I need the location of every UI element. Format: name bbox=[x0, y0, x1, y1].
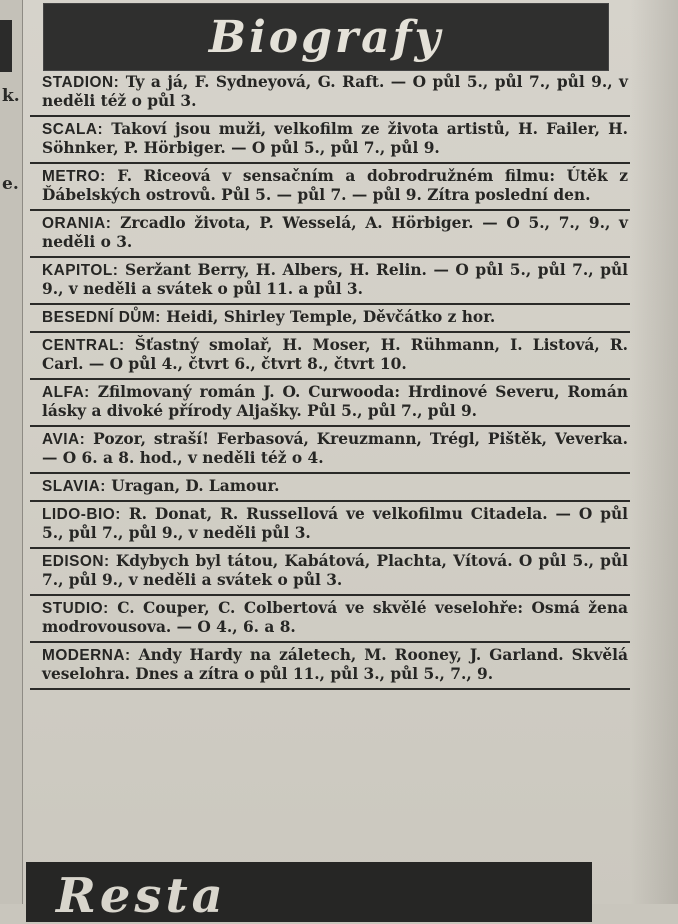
listing-text: Zrcadlo života, P. Wesselá, A. Hörbiger. — O 5., 7., 9., v neděli o 3. bbox=[42, 214, 628, 251]
cinema-listings bbox=[30, 70, 630, 690]
venue-name: KAPITOL: bbox=[42, 262, 119, 279]
listing-text: Uragan, D. Lamour. bbox=[105, 477, 280, 495]
venue-name: SLAVIA: bbox=[42, 478, 106, 495]
adjacent-column-bar bbox=[0, 20, 12, 72]
section-banner bbox=[44, 4, 608, 70]
listing-text: Šťastný smolař, H. Moser, H. Rühmann, I. Listová, R. Carl. — O půl 4., čtvrt 6., čtvrt 8., čtvrt 10. bbox=[42, 336, 628, 373]
venue-name: SCALA: bbox=[42, 121, 104, 138]
adjacent-column-fragment: k. bbox=[2, 86, 20, 106]
listing-text: R. Donat, R. Russellová ve velkofilmu Citadela. — O půl 5., půl 7., půl 9., v neděli půl 3. bbox=[42, 505, 628, 542]
listing-avia bbox=[30, 427, 630, 474]
listing-text: Takoví jsou muži, velkofilm ze života artistů, H. Failer, H. Söhnker, P. Hörbiger. — O půl 5., půl 7., půl 9. bbox=[42, 120, 628, 157]
venue-name: LIDO-BIO: bbox=[42, 506, 121, 523]
venue-name: EDISON: bbox=[42, 553, 110, 570]
listing-text: Zfilmovaný román J. O. Curwooda: Hrdinové Severu, Román lásky a divoké přírody Aljašky. Půl 5., půl 7., půl 9. bbox=[42, 383, 628, 420]
listing-stadion bbox=[30, 70, 630, 117]
listing-besedni-dum bbox=[30, 305, 630, 333]
adjacent-column-fragment: e. bbox=[2, 174, 19, 194]
listing-lido-bio bbox=[30, 502, 630, 549]
listing-text: Heidi, Shirley Temple, Děvčátko z hor. bbox=[160, 308, 496, 326]
venue-name: ALFA: bbox=[42, 384, 90, 401]
listing-text: Seržant Berry, H. Albers, H. Relin. — O půl 5., půl 7., půl 9., v neděli a svátek o půl 11. a půl 3. bbox=[42, 261, 628, 298]
listing-text: F. Riceová v sensačním a dobrodružném filmu: Útěk z Ďábelských ostrovů. Půl 5. — půl 7. — půl 9. Zítra poslední den. bbox=[42, 167, 628, 204]
listing-text: C. Couper, C. Colbertová ve skvělé veselohře: Osmá žena modrovousova. — O 4., 6. a 8. bbox=[42, 599, 628, 636]
listing-edison bbox=[30, 549, 630, 596]
venue-name: BESEDNÍ DŮM: bbox=[42, 309, 161, 326]
listing-moderna bbox=[30, 643, 630, 690]
listing-text: Andy Hardy na záletech, M. Rooney, J. Garland. Skvělá veselohra. Dnes a zítra o půl 11., půl 3., půl 5., 7., 9. bbox=[42, 646, 628, 683]
listing-studio bbox=[30, 596, 630, 643]
listing-metro bbox=[30, 164, 630, 211]
listing-slavia bbox=[30, 474, 630, 502]
venue-name: STUDIO: bbox=[42, 600, 109, 617]
venue-name: MODERNA: bbox=[42, 647, 131, 664]
listing-text: Ty a já, F. Sydneyová, G. Raft. — O půl 5., půl 7., půl 9., v neděli též o půl 3. bbox=[42, 73, 628, 110]
listing-text: Pozor, straší! Ferbasová, Kreuzmann, Trégl, Pištěk, Veverka. — O 6. a 8. hod., v neděli též o 4. bbox=[42, 430, 628, 467]
next-section-title-fragment: Resta bbox=[56, 868, 227, 924]
page-edge-shadow bbox=[630, 0, 678, 904]
venue-name: ORANIA: bbox=[42, 215, 112, 232]
listing-text: Kdybych byl tátou, Kabátová, Plachta, Vítová. O půl 5., půl 7., půl 9., v neděli a svátek o půl 3. bbox=[42, 552, 628, 589]
listing-alfa bbox=[30, 380, 630, 427]
listing-central bbox=[30, 333, 630, 380]
adjacent-column-edge bbox=[0, 0, 23, 904]
next-section-banner bbox=[26, 862, 592, 922]
venue-name: STADION: bbox=[42, 74, 120, 91]
listing-scala bbox=[30, 117, 630, 164]
venue-name: AVIA: bbox=[42, 431, 86, 448]
venue-name: CENTRAL: bbox=[42, 337, 125, 354]
listing-kapitol bbox=[30, 258, 630, 305]
section-title: Biografy bbox=[208, 11, 444, 63]
cinema-listings-column bbox=[30, 4, 630, 690]
listing-orania bbox=[30, 211, 630, 258]
venue-name: METRO: bbox=[42, 168, 106, 185]
